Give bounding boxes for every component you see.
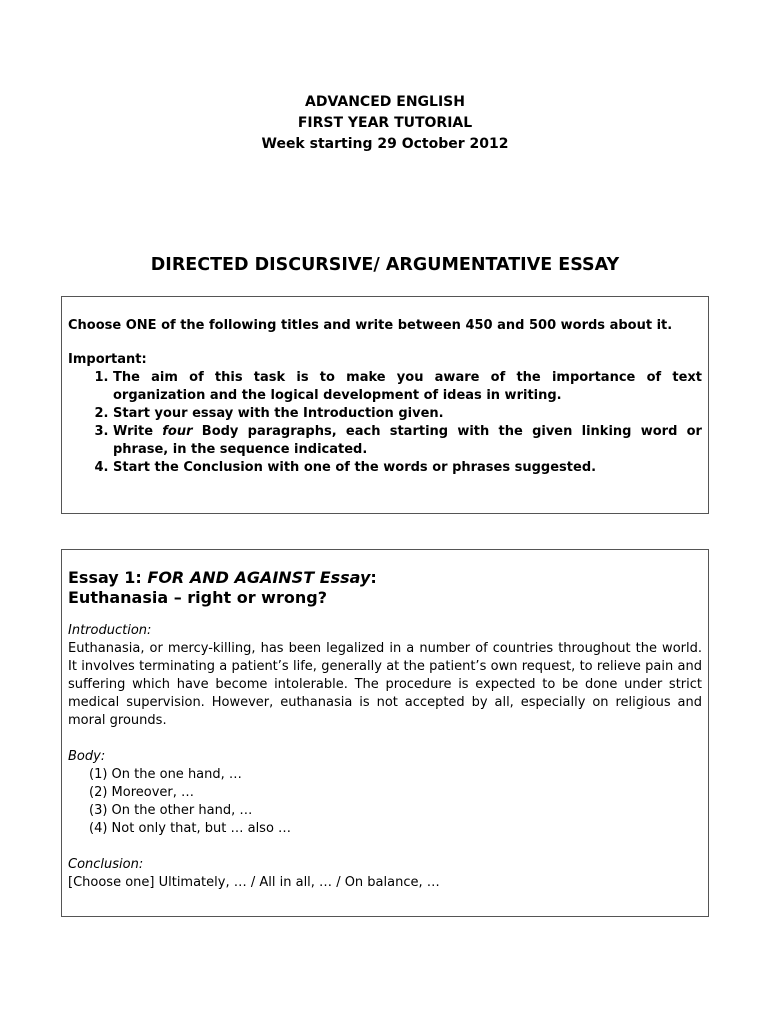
body-label: Body: bbox=[68, 749, 106, 764]
essay-type: FOR AND AGAINST Essay bbox=[147, 568, 371, 587]
course-name: ADVANCED ENGLISH bbox=[305, 94, 465, 110]
instruction-item bbox=[113, 423, 702, 459]
course-level: FIRST YEAR TUTORIAL bbox=[297, 115, 473, 131]
choose-instruction: Choose ONE of the following titles and write between 450 and 500 words about it. bbox=[68, 318, 673, 333]
instruction-item: 4. Start the Conclusion with one of the words or phrases suggested. bbox=[113, 459, 702, 477]
instruction-item: 1. The aim of this task is to make you aware of the importance of text organization and the logical development of ideas in writing. bbox=[113, 369, 702, 405]
essay-box bbox=[61, 549, 709, 917]
essay-topic: Euthanasia – right or wrong? bbox=[68, 588, 327, 607]
body-list bbox=[68, 766, 702, 838]
important-label: Important: bbox=[68, 352, 147, 367]
body-item: (1) On the one hand, … bbox=[89, 767, 242, 782]
introduction-text: Euthanasia, or mercy-killing, has been legalized in a number of countries throughout the world. It involves terminating a patient’s life, generally at the patient’s own request, to relieve pain and suffering which have become intolerable. The procedure is expected to be done under strict medical supervision. However, euthanasia is not accepted by all, especially on religious and moral grounds. bbox=[68, 641, 702, 728]
instruction-item: 2. Start your essay with the Introduction given. bbox=[113, 405, 702, 423]
introduction-label: Introduction: bbox=[68, 623, 152, 638]
instruction-emphasis: four bbox=[162, 424, 193, 439]
body-item: (4) Not only that, but … also … bbox=[89, 821, 292, 836]
instructions-box bbox=[61, 296, 709, 514]
page-title: DIRECTED DISCURSIVE/ ARGUMENTATIVE ESSAY bbox=[150, 255, 620, 275]
body-item: (2) Moreover, … bbox=[89, 785, 195, 800]
week-date: Week starting 29 October 2012 bbox=[261, 136, 509, 152]
conclusion-text: [Choose one] Ultimately, … / All in all, … / On balance, … bbox=[68, 875, 440, 890]
instruction-text: Body paragraphs, each starting with the given linking word or phrase, in the sequence indicated. bbox=[113, 424, 702, 457]
conclusion-label: Conclusion: bbox=[68, 857, 144, 872]
instruction-list bbox=[68, 369, 702, 477]
essay-number: Essay 1: bbox=[68, 568, 148, 587]
essay-type-colon: : bbox=[370, 568, 377, 587]
body-item: (3) On the other hand, … bbox=[89, 803, 253, 818]
document-header bbox=[0, 92, 770, 155]
instruction-text: Write bbox=[113, 424, 163, 439]
essay-heading bbox=[68, 568, 702, 608]
